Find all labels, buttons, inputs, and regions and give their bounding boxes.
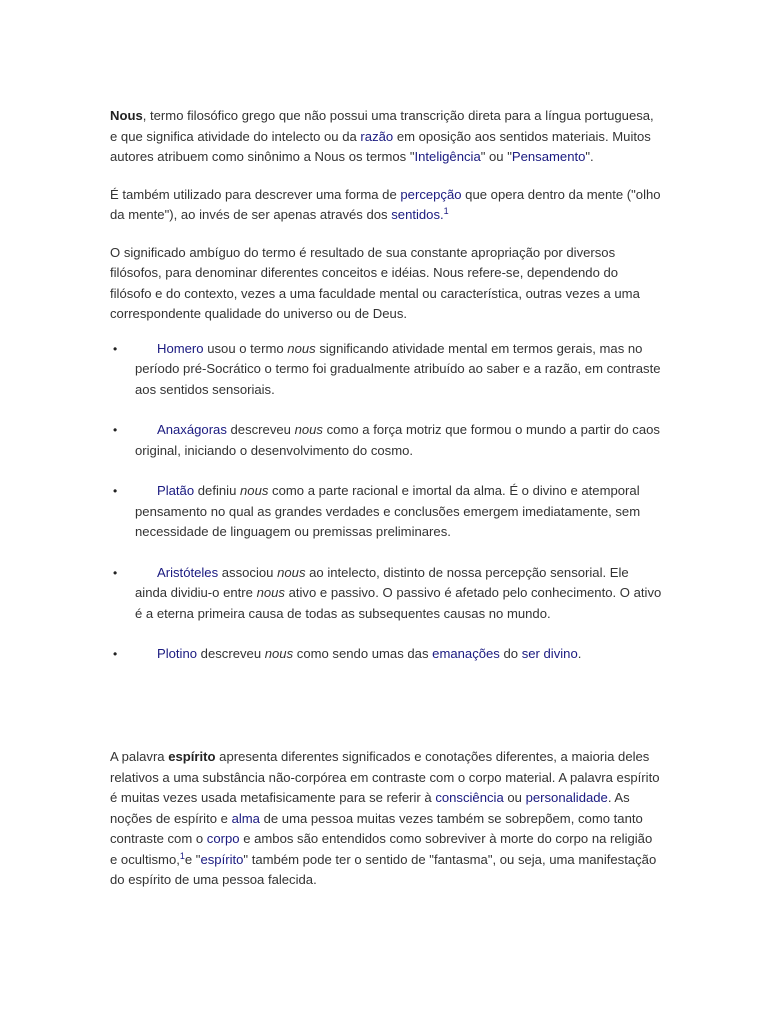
link-anaxagoras[interactable]: Anaxágoras (157, 422, 227, 437)
link-consciencia[interactable]: consciência (435, 790, 504, 805)
link-pensamento[interactable]: Pensamento (511, 149, 586, 164)
link-percepcao[interactable]: percepção (400, 186, 462, 202)
philosophers-list (110, 339, 662, 665)
link-alma[interactable]: alma (231, 810, 260, 826)
link-ser-divino[interactable]: ser divino (521, 646, 578, 661)
link-espirito[interactable]: espírito (200, 851, 244, 867)
list-item-homero: • Homero usou o termo nous significando atividade mental em termos gerais, mas no período pré-Socrático o termo foi gradualmente atribuído ao saber e a razão, em contraste aos sentidos sensoriais. (113, 340, 661, 397)
link-razao[interactable]: razão (360, 128, 394, 144)
espirito-paragraph: A palavra espírito apresenta diferentes significados e conotações diferentes, a maioria deles relativos a uma substância não-corpórea em contraste com o corpo material. A palavra espírito é muitas vezes usada metafisicamente para se referir à consciência ou personalidade. As noções de espírito e alma de uma pessoa muitas vezes também se sobrepõem, como tanto contraste com o corpo e ambos são entendidos como sobreviver à morte do corpo na religião e ocultismo,$^1$e "espírito" também pode ter o sentido de "fantasma", ou seja, uma manifestação do espírito de uma pessoa falecida. (110, 749, 660, 887)
nous-intro-paragraph: Nous, termo filosófico grego que não possui uma transcrição direta para a língua portuguesa, e que significa atividade do intelecto ou da razão em oposição aos sentidos materiais. Muitos autores atribuem como sinônimo a Nous os termos "Inteligência" ou "Pensamento". (110, 108, 654, 164)
link-inteligencia[interactable]: Inteligência (414, 149, 481, 164)
nous-section (110, 106, 662, 685)
bullet-icon: • (113, 565, 118, 580)
link-emanacoes[interactable]: emanações (432, 646, 500, 661)
bullet-icon: • (113, 423, 118, 437)
link-personalidade[interactable]: personalidade (525, 790, 608, 805)
nous-term: Nous (110, 108, 143, 123)
link-aristoteles[interactable]: Aristóteles (157, 564, 219, 580)
list-item-aristoteles: • Aristóteles associou nous ao intelecto, distinto de nossa percepção sensorial. Ele ainda dividiu-o entre nous ativo e passivo. O passivo é afetado pelo conhecimento. O ativo é a eterna primeira causa de todas as subsequentes causas no mundo. (113, 564, 662, 621)
list-item-platao: • Platão definiu nous como a parte racional e imortal da alma. É o divino e atemporal pensamento no qual as grandes verdades e conclusões emergem imediatamente, sem necessidade de linguagem ou premissas preliminares. (113, 483, 641, 539)
link-plotino[interactable]: Plotino (157, 646, 198, 661)
link-homero[interactable]: Homero (157, 340, 204, 356)
link-corpo[interactable]: corpo (206, 831, 240, 846)
nous-perception-paragraph: É também utilizado para descrever uma forma de percepção que opera dentro da mente ("olho da mente"), ao invés de ser apenas através dos sentidos.$^1$ (110, 186, 661, 222)
list-item-plotino: • Plotino descreveu nous como sendo umas das emanações do ser divino. (110, 644, 662, 665)
espirito-section (110, 747, 662, 891)
nous-meaning-paragraph: O significado ambíguo do termo é resultado de sua constante apropriação por diversos filósofos, para denominar diferentes conceitos e idéias. Nous refere-se, dependendo do filósofo e do contexto, vezes a uma faculdade mental ou característica, outras vezes a uma correspondente qualidade do universo ou de Deus. (110, 244, 640, 321)
bullet-icon: • (113, 484, 118, 498)
bullet-icon: • (113, 647, 118, 661)
footnote-ref[interactable]: 1 (179, 850, 185, 861)
bullet-icon: • (113, 341, 118, 356)
link-platao[interactable]: Platão (157, 483, 195, 498)
list-item-anaxagoras: • Anaxágoras descreveu nous como a força motriz que formou o mundo a partir do caos original, iniciando o desenvolvimento do cosmo. (113, 422, 660, 458)
footnote-ref[interactable]: 1 (443, 206, 449, 216)
espirito-term: espírito (168, 749, 216, 764)
link-sentidos[interactable]: sentidos. (391, 207, 444, 222)
